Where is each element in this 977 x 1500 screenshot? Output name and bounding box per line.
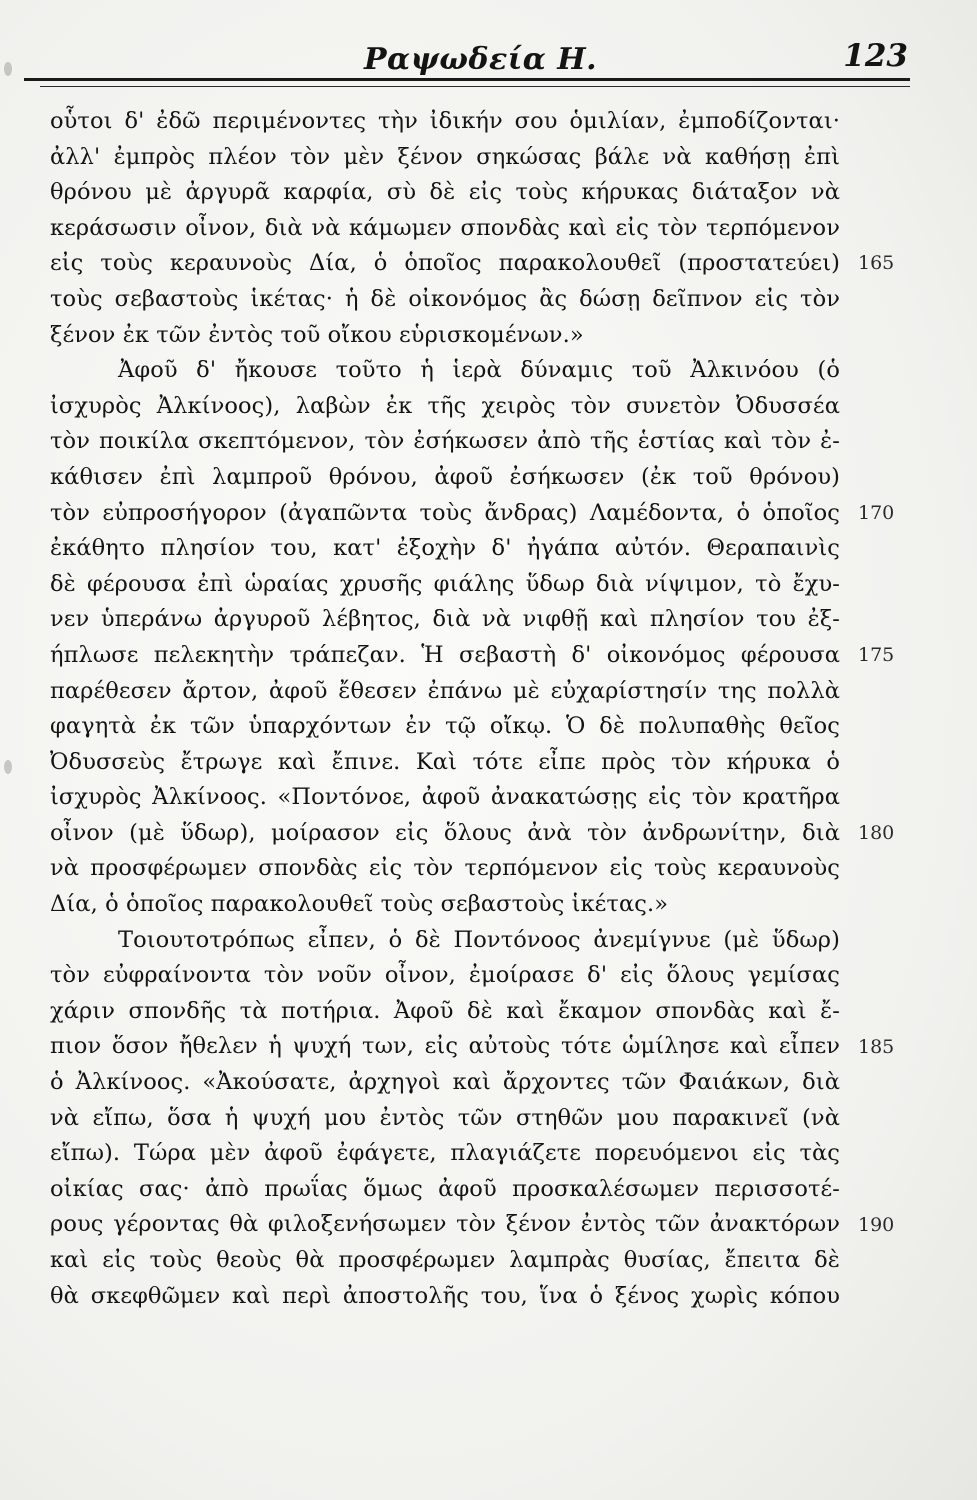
text-line: ξένον ἐκ τῶν ἐντὸς τοῦ οἴκου εὑρισκομένων.» [50, 321, 584, 348]
text-line: θὰ σκεφθῶμεν καὶ περὶ ἀποστολῆς του, ἵνα ὁ ξένος χωρὶς κόπου [50, 1282, 840, 1309]
text-line: οὗτοι δ' ἐδῶ περιμένοντες τὴν ἰδικήν σου ὁμιλίαν, ἐμποδίζονται· [50, 108, 840, 134]
text-line: θρόνου μὲ ἀργυρᾶ καρφία, σὺ δὲ εἰς τοὺς κήρυκας διάταξον νὰ [50, 179, 840, 206]
text-line: ήπλωσε πελεκητὴν τράπεζαν. Ἡ σεβαστὴ δ' οἰκονόμος φέρουσα [50, 641, 840, 668]
text-line: οἰκίας σας· ἀπὸ πρωΐας ὅμως ἀφοῦ προσκαλέσωμεν περισσοτέ- [50, 1175, 840, 1202]
page-number: 123 [843, 38, 908, 74]
header-rule-thin [40, 86, 910, 87]
text-line: Τοιουτοτρόπως εἶπεν, ὁ δὲ Ποντόνοος ἀνεμίγνυε (μὲ ὕδωρ) [118, 926, 840, 953]
line-number: 175 [858, 644, 895, 666]
text-line: πιον ὅσον ἤθελεν ἡ ψυχή των, εἰς αὐτοὺς τότε ὡμίλησε καὶ εἶπεν [50, 1033, 840, 1060]
text-line: ἐκάθητο πλησίον του, κατ' ἐξοχὴν δ' ἠγάπα αὐτόν. Θεραπαινὶς [50, 535, 840, 562]
running-title: Ραψωδεία Η. [364, 42, 598, 77]
body-text [50, 104, 840, 1314]
line-number: 165 [858, 252, 895, 275]
text-line: φαγητὰ ἐκ τῶν ὑπαρχόντων ἐν τῷ οἴκῳ. Ὁ δὲ πολυπαθὴς θεῖος [50, 713, 840, 740]
text-line: τὸν εὐπροσήγορον (ἀγαπῶντα τοὺς ἄνδρας) Λαμέδοντα, ὁ ὁποῖος [50, 499, 840, 526]
text-line: κεράσωσιν οἶνον, διὰ νὰ κάμωμεν σπονδὰς καὶ εἰς τὸν τερπόμενον [50, 214, 840, 241]
text-line: ἰσχυρὸς Ἀλκίνοος. «Ποντόνοε, ἀφοῦ ἀνακατώσῃς εἰς τὸν κρατῆρα [50, 784, 840, 811]
text-line: χάριν σπονδῆς τὰ ποτήρια. Ἀφοῦ δὲ καὶ ἔκαμον σπονδὰς καὶ ἔ- [50, 997, 840, 1024]
text-line: νὰ εἴπω, ὅσα ἡ ψυχή μου ἐντὸς τῶν στηθῶν μου παρακινεῖ (νὰ [50, 1104, 840, 1131]
text-line: εἰς τοὺς κεραυνοὺς Δία, ὁ ὁποῖος παρακολουθεῖ (προστατεύει) [50, 250, 840, 277]
page-edge-mark [4, 62, 12, 76]
line-number: 190 [858, 1213, 895, 1236]
text-line: νὰ προσφέρωμεν σπονδὰς εἰς τὸν τερπόμενον εἰς τοὺς κεραυνοὺς [50, 855, 840, 882]
page-header [24, 38, 910, 80]
line-number: 180 [858, 822, 895, 844]
text-line: ἰσχυρὸς Ἀλκίνοος), λαβὼν ἐκ τῆς χειρὸς τὸν συνετὸν Ὀδυσσέα [50, 392, 840, 419]
text-line: ρους γέροντας θὰ φιλοξενήσωμεν τὸν ξένον ἐντὸς τῶν ἀνακτόρων [50, 1211, 840, 1238]
text-line: τὸν ποικίλα σκεπτόμενον, τὸν ἐσήκωσεν ἀπὸ τῆς ἑστίας καὶ τὸν ἐ- [50, 428, 840, 455]
text-line: εἴπω). Τώρα μὲν ἀφοῦ ἐφάγετε, πλαγιάζετε πορευόμενοι εἰς τὰς [50, 1140, 840, 1167]
page-edge-mark [4, 760, 12, 774]
text-line: ὁ Ἀλκίνοος. «Ἀκούσατε, ἀρχηγοὶ καὶ ἄρχοντες τῶν Φαιάκων, διὰ [50, 1069, 840, 1096]
text-line: Ἀφοῦ δ' ἤκουσε τοῦτο ἡ ἱερὰ δύναμις τοῦ Ἀλκινόου (ὁ [118, 357, 840, 384]
text-line: καὶ εἰς τοὺς θεοὺς θὰ προσφέρωμεν λαμπρὰς θυσίας, ἔπειτα δὲ [50, 1247, 840, 1273]
text-line: τοὺς σεβαστοὺς ἱκέτας· ἡ δὲ οἰκονόμος ἂς δώσῃ δεῖπνον εἰς τὸν [50, 285, 840, 312]
header-rule [24, 78, 910, 81]
text-line: ἀλλ' ἐμπρὸς πλέον τὸν μὲν ξένον σηκώσας βάλε νὰ καθήσῃ ἐπὶ [50, 143, 840, 170]
text-line: Δία, ὁ ὁποῖος παρακολουθεῖ τοὺς σεβαστοὺς ἱκέτας.» [50, 891, 669, 918]
text-line: τὸν εὐφραίνοντα τὸν νοῦν οἶνον, ἐμοίρασε δ' εἰς ὅλους γεμίσας [50, 962, 840, 989]
text-line: νεν ὑπεράνω ἀργυροῦ λέβητος, διὰ νὰ νιφθῇ καὶ πλησίον του ἐξ- [50, 606, 840, 633]
text-line: δὲ φέρουσα ἐπὶ ὡραίας χρυσῆς φιάλης ὕδωρ διὰ νίψιμον, τὸ ἔχυ- [50, 570, 840, 597]
text-line: κάθισεν ἐπὶ λαμπροῦ θρόνου, ἀφοῦ ἐσήκωσεν (ἐκ τοῦ θρόνου) [50, 463, 840, 490]
line-number: 185 [858, 1035, 895, 1058]
text-line: Ὀδυσσεὺς ἔτρωγε καὶ ἔπινε. Καὶ τότε εἶπε πρὸς τὸν κήρυκα ὁ [50, 748, 840, 775]
text-line: παρέθεσεν ἄρτον, ἀφοῦ ἔθεσεν ἐπάνω μὲ εὐχαρίστησίν της πολλὰ [50, 677, 840, 704]
text-line: οἶνον (μὲ ὕδωρ), μοίρασον εἰς ὅλους ἀνὰ τὸν ἀνδρωνίτην, διὰ [50, 819, 840, 846]
line-number: 170 [858, 501, 895, 524]
